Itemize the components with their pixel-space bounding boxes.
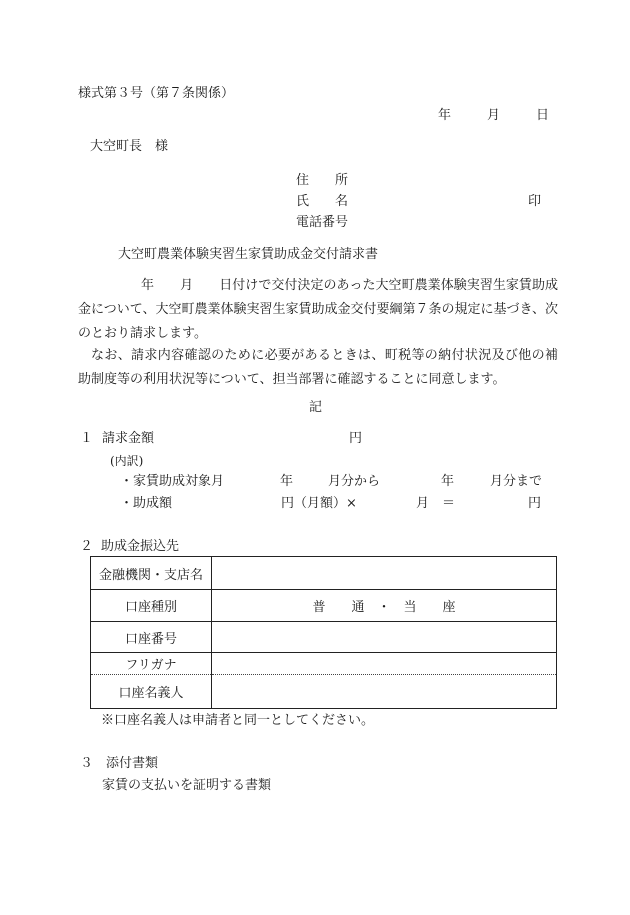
attachment-item: 家賃の支払いを証明する書類	[102, 778, 272, 793]
account-holder-label: 口座名義人	[91, 675, 212, 709]
account-number-label: 口座番号	[91, 622, 212, 653]
section3-number: ３	[80, 756, 94, 771]
form-number: 様式第３号（第７条関係）	[78, 86, 235, 101]
target-month-label: ・家賃助成対象月	[120, 474, 225, 489]
amount-total-yen: 円	[528, 496, 542, 511]
amount-label: ・助成額	[120, 496, 173, 511]
date-month: 月	[487, 108, 501, 123]
furigana-field[interactable]	[212, 653, 557, 675]
date-year: 年	[438, 108, 452, 123]
address-label: 住 所	[296, 173, 349, 188]
table-row	[91, 622, 557, 653]
body-paragraph-1: 年 月 日付けで交付決定のあった大空町農業体験実習生家賃助成金について、大空町農業体験実習生家賃助成金交付要綱第７条の規定に基づき、次のとおり請求します。	[78, 278, 558, 341]
target-year-to: 年	[441, 474, 455, 489]
table-row	[91, 590, 557, 622]
furigana-label: フリガナ	[91, 653, 212, 675]
addressee: 大空町長 様	[90, 139, 169, 154]
breakdown-label: (内訳)	[110, 454, 144, 468]
account-holder-field[interactable]	[212, 675, 557, 709]
target-year-from: 年	[280, 474, 294, 489]
document-title: 大空町農業体験実習生家賃助成金交付請求書	[118, 247, 379, 262]
table-row	[91, 653, 557, 675]
account-number-field[interactable]	[212, 622, 557, 653]
target-month-from: 月分から	[328, 474, 381, 489]
section1-number: １	[80, 431, 94, 446]
amount-months: 月 ＝	[416, 496, 456, 511]
name-label: 氏 名	[296, 194, 349, 209]
body-paragraph-2: なお、請求内容確認のために必要があるときは、町税等の納付状況及び他の補助制度等の利用状況等について、担当部署に確認することに同意します。	[78, 348, 558, 387]
holder-note: ※口座名義人は申請者と同一としてください。	[101, 713, 375, 728]
section1-label: 請求金額	[102, 431, 155, 446]
phone-label: 電話番号	[296, 215, 349, 230]
table-row	[91, 675, 557, 709]
bank-branch-label: 金融機関・支店名	[91, 557, 212, 590]
bank-transfer-table	[90, 556, 557, 709]
account-type-options[interactable]: 普 通 ・ 当 座	[212, 590, 557, 622]
seal-mark: 印	[528, 194, 542, 209]
section2-number: ２	[80, 539, 94, 554]
section2-label: 助成金振込先	[101, 539, 180, 554]
amount-monthly: 円（月額）×	[281, 496, 357, 511]
ki-heading: 記	[309, 400, 323, 415]
section3-label: 添付書類	[106, 756, 159, 771]
target-month-to: 月分まで	[490, 474, 543, 489]
table-row	[91, 557, 557, 590]
bank-branch-field[interactable]	[212, 557, 557, 590]
section1-yen: 円	[349, 431, 363, 446]
date-day: 日	[536, 108, 550, 123]
account-type-label: 口座種別	[91, 590, 212, 622]
